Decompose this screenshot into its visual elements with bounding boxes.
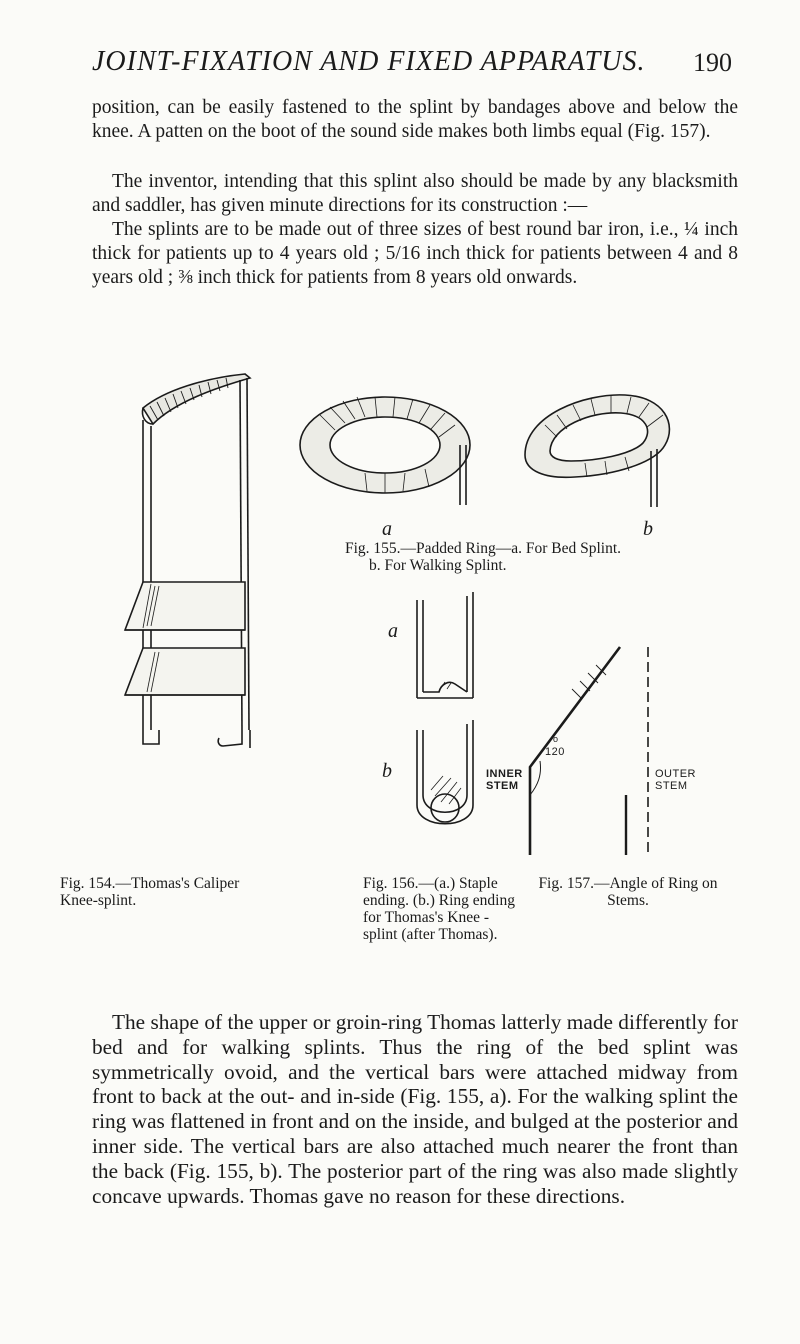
page-header (92, 46, 732, 86)
fig155-caption: Fig. 155.—Padded Ring—a. For Bed Splint. b. For Walking Splint. (345, 540, 621, 574)
fig156-endings (395, 590, 485, 840)
fig156-label-b: b (382, 760, 392, 782)
fig157-angle-diagram (510, 645, 670, 860)
fig156-ring-ending (417, 720, 473, 824)
fig154-caption: Fig. 154.—Thomas's Caliper Knee-splint. (60, 875, 240, 909)
fig155-label-a: a (382, 518, 392, 540)
fig157-outer-stem-label: OUTER STEM (655, 768, 696, 792)
fig155-label-b: b (643, 518, 653, 540)
fig157-degree-mark: o (553, 734, 559, 744)
running-head: JOINT-FIXATION AND FIXED APPARATUS. (92, 46, 646, 77)
fig155-padded-rings (295, 385, 680, 520)
fig157-inner-stem-label: INNER STEM (486, 768, 523, 792)
page-number: 190 (693, 48, 732, 77)
fig154-caliper-splint (95, 370, 275, 755)
closing-paragraph: The shape of the upper or groin-ring Thomas latterly made differently for bed and for walking splints. Thus the ring of the bed splint was symmetrically ovoid, and the vertical bars were attached midway from front to back at the out- and in-side (Fig. 155, a). For the walking splint the ring was flattened in front and on the inside, and bulged at the posterior and inner side. The vertical bars are also attached much nearer the front than the back (Fig. 155, b). The posterior part of the ring was also made slightly concave upwards. Thomas gave no reason for these directions. (92, 1010, 738, 1208)
fig157-angle-label: 120 (545, 746, 565, 758)
fig155-ring-b (525, 395, 669, 507)
fig155-ring-a (300, 397, 470, 505)
fig156-label-a: a (388, 620, 398, 642)
fig157-caption: Fig. 157.—Angle of Ring on Stems. (538, 875, 718, 909)
fig156-caption: Fig. 156.—(a.) Staple ending. (b.) Ring ending for Thomas's Knee - splint (after Thomas). (363, 875, 515, 943)
intro-paragraph-1: position, can be easily fastened to the splint by bandages above and below the knee. A patten on the boot of the sound side makes both limbs equal (Fig. 157). (92, 97, 738, 142)
intro-paragraph-3: The splints are to be made out of three sizes of best round bar iron, i.e., ¼ inch thick for patients up to 4 years old ; 5/16 inch thick for patients between 4 and 8 years old ; ⅜ inch thick for patients from 8 years old onwards. (92, 219, 738, 288)
fig156-staple-ending (417, 592, 473, 698)
intro-paragraph-2: The inventor, intending that this splint also should be made by any blacksmith and saddler, has given minute directions for its construction :— (92, 171, 738, 216)
